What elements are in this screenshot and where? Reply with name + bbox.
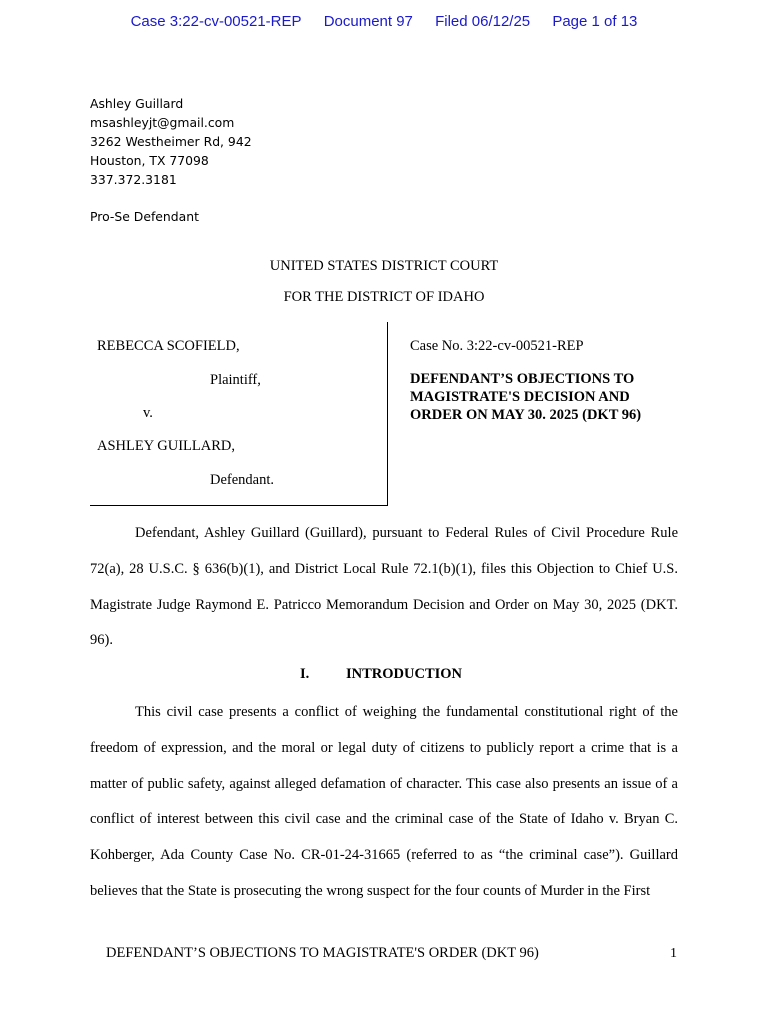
section-number: I. — [300, 666, 310, 682]
section-title: INTRODUCTION — [346, 666, 463, 682]
case-caption-parties — [90, 322, 388, 506]
sender-phone: 337.372.3181 — [90, 172, 177, 187]
header-filed-date: Filed 06/12/25 — [435, 13, 531, 30]
page-footer: DEFENDANT’S OBJECTIONS TO MAGISTRATE'S ORDER (DKT 96) — [106, 945, 539, 961]
sender-role: Pro-Se Defendant — [90, 209, 199, 224]
filing-header — [0, 13, 768, 30]
header-case-number: Case 3:22-cv-00521-REP — [130, 13, 302, 30]
plaintiff-name: REBECCA SCOFIELD, — [97, 338, 240, 354]
court-district: FOR THE DISTRICT OF IDAHO — [283, 289, 485, 305]
case-caption-title — [410, 338, 680, 424]
header-page-count: Page 1 of 13 — [552, 13, 638, 30]
sender-address-line1: 3262 Westheimer Rd, 942 — [90, 134, 252, 149]
versus-label: v. — [143, 405, 153, 421]
header-document-number: Document 97 — [323, 13, 413, 30]
sender-block — [90, 94, 252, 226]
paragraph-preamble: Defendant, Ashley Guillard (Guillard), pursuant to Federal Rules of Civil Procedure Rule 72(a), 28 U.S.C. § 636(b)(1), and District Local Rule 72.1(b)(1), files this Objection to Chief U.S. Magistrate Judge Raymond E. Patricco Memorandum Decision and Order on May 30, 2025 (DKT. 96). — [90, 525, 678, 649]
defendant-label: Defendant. — [210, 472, 275, 488]
paragraph-introduction: This civil case presents a conflict of weighing the fundamental constitutional right of the freedom of expression, and the moral or legal duty of citizens to publicly report a crime that is a matter of public safety, against alleged defamation of character. This case also presents an issue of a conflict of interest between this civil case and the criminal case of the State of Idaho v. Bryan C. Kohberger, Ada County Case No. CR-01-24-31665 (referred to as “the criminal case”). Guillard believes that the State is prosecuting the wrong suspect for the four counts of Murder in the First — [90, 704, 678, 899]
case-number: Case No. 3:22-cv-00521-REP — [410, 338, 584, 354]
court-name: UNITED STATES DISTRICT COURT — [269, 258, 499, 274]
page-number: 1 — [670, 946, 677, 961]
sender-email: msashleyjt@gmail.com — [90, 115, 235, 130]
sender-name: Ashley Guillard — [90, 96, 184, 111]
sender-address-line2: Houston, TX 77098 — [90, 153, 209, 168]
document-title: DEFENDANT’S OBJECTIONS TO MAGISTRATE'S DECISION AND ORDER ON MAY 30. 2025 (DKT 96) — [410, 371, 642, 423]
plaintiff-label: Plaintiff, — [210, 372, 261, 388]
defendant-name: ASHLEY GUILLARD, — [97, 438, 236, 454]
